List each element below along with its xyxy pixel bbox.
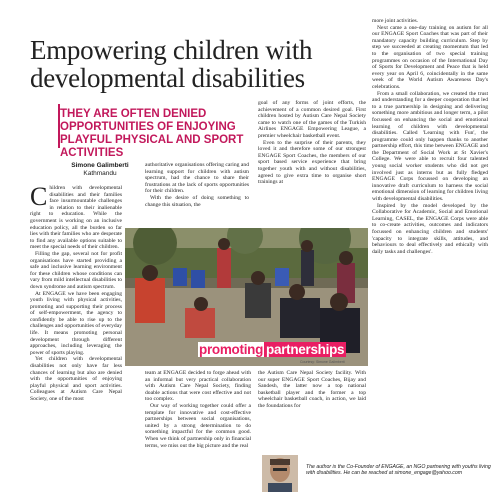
col4-intro: more joint activities.: [372, 18, 419, 24]
col1-paragraph-2: Filling the gap, several not for profit organisations have started providing a safe and inclusive learning environment for these children whose conditions can vary from mild intellectual disabilities to down syndrome and autism spectrum.: [30, 250, 122, 290]
photo-credit: Courtesy: Simone Galimberti: [300, 360, 345, 364]
banner-text: [198, 342, 346, 357]
byline-place: Kathmandu: [83, 170, 117, 177]
col1-paragraph-3: At ENGAGE we have been engaging youth living with physical activities, promoting and supporting their process of self-empowerment, the agency to confidently be able to rise up to the challenges and opportunities of everyday life. It means promoting personal development through different approaches, including leveraging the power of sports playing.: [30, 290, 122, 356]
column-1: [30, 182, 122, 403]
col3-intro: goal of any forms of joint efforts, the achievement of a common desired goal. First children hosted by Autism Care Nepal Society came to watch one of the games of the Turkish Airlines ENGAGE Empowering League, a premier wheelchair basketball event.: [258, 100, 366, 139]
col3-paragraph-2: Even to the surprise of their parents, they loved it and therefore some of our strongest ENGAGE Sport Coaches, the members of our sport based service experience that bring together youth with and without disabilities, agreed to give extra time to organise short trainings at: [258, 139, 366, 186]
col1-intro: hildren with developmental disabilities and their families face insurmountable challenges in relation to their inalienable right to education. While the government is working on an inclusive education policy, all the burden so far lies with their families who are desperate to find any available options suitable to meet the special needs of their children.: [30, 185, 122, 251]
col4-paragraph-3: From a small collaboration, we created the trust and understanding for a deeper cooperation that led to a true partnership in designing and delivering something more ambitious and longer term, a pilot focussed on enhancing the social and emotional learning of children with developmental disabilities. Called 'Learning with Fun', the programme could only happen thanks to another partnership effort, this time between ENGAGE and the Department of Social Work at St Xavier's College. We were able to recruit four talented young social worker students who did not get involved just as interns but as fully fledged ENGAGE Corps focussed on developing an innovative draft curriculum to harness the social emotional dimension of learning for children living with developmental disabilities.: [372, 90, 488, 203]
column-2-lower: [145, 370, 251, 449]
col4-paragraph-2: Next came a one-day training on autism for all our ENGAGE Sport Coaches that was part of their mandatory capacity building curriculum. Step by step we succeeded at creating momentum that led to the organisation of two special training programmes on occasion of the International Day of Sports for Development and Peace that is held every year on April 6, coincidentally in the same week of the World Autism Awareness Day's celebrations.: [372, 24, 488, 90]
banner-word-promoting: promoting: [199, 342, 264, 357]
lower-col2-paragraph-2: Our way of working together could offer a template for innovative and cost-effective partnerships between social organisations, united by a strong determination to do something impactful for the common good. When we think of partnership only in financial terms, we miss out the big picture and the real: [145, 402, 251, 449]
lower-col3-intro: the Autism Care Nepal Society facility. With our super ENGAGE Sport Coaches, Bijay and Sandesh, the latter now a top national basketball player and the former a top wheelchair basketball coach, in action, we laid the foundations for: [258, 370, 366, 409]
lower-col2-intro: team at ENGAGE decided to forge ahead with an informal but very practical collaboration with Autism Care Nepal Society, finding doable actions that were cost effective and not too complex.: [145, 370, 251, 403]
byline: [60, 162, 140, 178]
column-2-upper: [145, 162, 249, 208]
col2-paragraph-2: With the desire of doing something to change this situation, the: [145, 194, 249, 208]
column-4: [372, 18, 488, 255]
author-portrait: [262, 455, 298, 492]
headline: Empowering children with developmental disabilities: [30, 35, 313, 94]
col1-paragraph-4: Yet children with developmental disabilities not only have far less chances of learning but also are denied with the opportunities of enjoying playful physical and sport activities. Colleagues at Autism Care Nepal Society, one of the most: [30, 356, 122, 402]
column-3-lower: [258, 370, 366, 410]
dropcap: C: [30, 182, 48, 211]
column-3-upper: [258, 100, 366, 186]
col2-intro: authoritative organisations offering caring and learning support for children with autism spectrum, had the chance to share their frustrations at the lack of sports opportunities for their children.: [145, 162, 249, 195]
section-banner: [196, 342, 368, 358]
author-note: The author is the Co-Founder of ENGAGE, an NGO partnering with youths living with disabilities. He can be reached at simone_engage@yahoo.com: [306, 464, 491, 477]
standfirst: THEY ARE OFTEN DENIED OPPORTUNITIES OF ENJOYING PLAYFUL PHYSICAL AND SPORT ACTIVITIES: [60, 108, 244, 159]
banner-word-partnerships: partnerships: [266, 342, 345, 357]
col4-paragraph-4: Inspired by the model developed by the Collaborative for Academic, Social and Emotional Learning, CASEL, the ENGAGE Corps were able to co-create activities, outcomes and indicators focussed on enhancing children and students' 'capacity to integrate skills, attitudes, and behaviours to deal effectively and ethically with daily tasks and challenges'.: [372, 202, 488, 255]
byline-name: Simone Galimberti: [71, 162, 129, 169]
